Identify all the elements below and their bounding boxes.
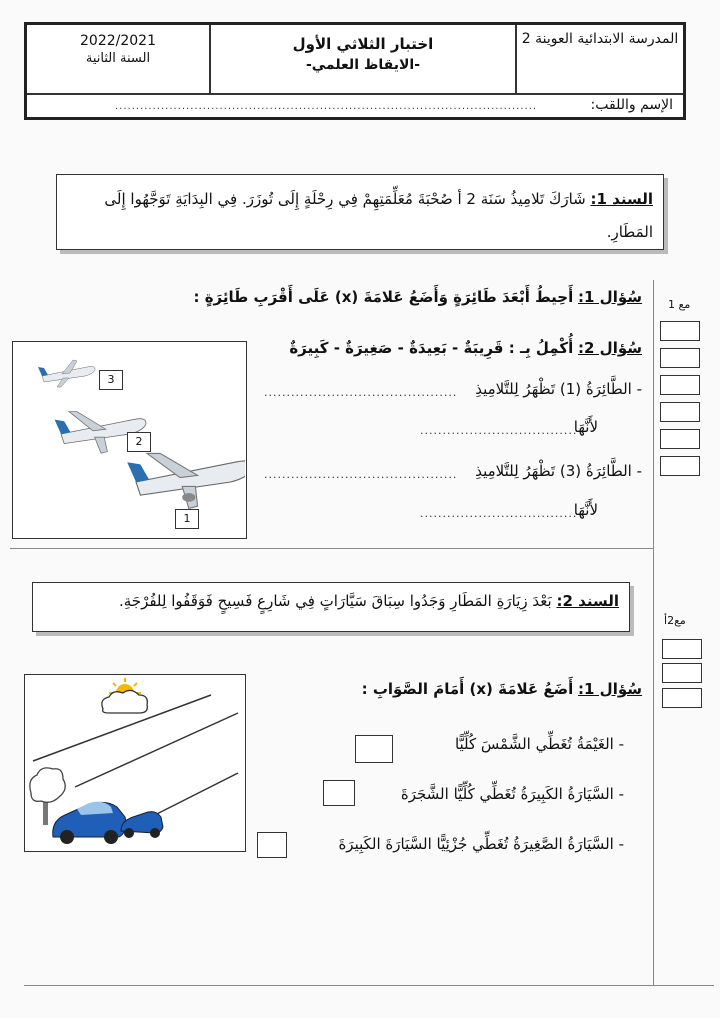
small-car-icon: [121, 812, 163, 838]
mark-box[interactable]: [660, 456, 700, 476]
s1-question-1: [42, 288, 642, 306]
fill-line-1: - الطَّائِرَةُ (1) تَظْهَرُ لِلتَّلامِيذِ: [475, 380, 642, 398]
sanad-1-text: شَارَكَ تَلامِيذُ سَنَة 2 أ صُحْبَةَ مُعَلِّمَتِهِمْ فِي رِحْلَةٍ إِلَى تُوزَرَ. فِي البِدَايَةِ تَوَجَّهُوا إِلَى المَطَارِ.: [104, 190, 653, 241]
statement-3: - السَّيَارَةُ الصَّغِيرَةُ تُغَطِّي جُزْئِيًّا السَّيَارَةَ الكَبِيرَةَ: [338, 835, 624, 853]
answer-checkbox-1[interactable]: [355, 735, 393, 763]
s2-q1-label: سُؤال 1:: [578, 680, 642, 698]
sanad-1-label: السند 1:: [590, 190, 653, 208]
section-1-margin-label: مع 1: [668, 298, 691, 311]
exam-header: [24, 22, 686, 120]
fill-blank-2[interactable]: ...................................: [420, 424, 578, 437]
title-cell: [209, 25, 515, 93]
race-illustration: [25, 675, 244, 850]
fill-line-2: - الطَّائِرَةُ (3) تَظْهَرُ لِلتَّلامِيذِ: [475, 462, 642, 480]
sanad-1-box: [56, 174, 664, 250]
plane-tag-1: 1: [175, 509, 199, 529]
name-field[interactable]: .....................................................................................................: [115, 101, 538, 112]
plane-small-icon: [38, 360, 95, 387]
s2-q1-text: أَضَعُ عَلامَةَ (x) أَمَامَ الصَّوَابِ :: [361, 680, 574, 698]
sanad-2-text: بَعْدَ زِيَارَةِ المَطَارِ وَجَدُوا سِبَاقَ سَيَّارَاتٍ فِي شَارِعٍ فَسِيحٍ فَوَقَفُوا لِلفُرْجَةِ.: [118, 592, 552, 610]
s1-q1-label: سُؤال 1:: [578, 288, 642, 306]
mark-box[interactable]: [662, 663, 702, 683]
subject: -الايقاظ العلمي-: [305, 57, 421, 73]
section-2-margin-label: مع2أ: [664, 614, 686, 627]
statement-2: - السَّيَارَةُ الكَبِيرَةُ تُغَطِّي كُلِّيًّا الشَّجَرَةَ: [400, 785, 624, 803]
answer-checkbox-3[interactable]: [257, 832, 287, 858]
mark-box[interactable]: [662, 688, 702, 708]
mark-box[interactable]: [660, 375, 700, 395]
sanad-2-box: [32, 582, 630, 632]
margin-line: [653, 280, 654, 986]
because-1: لأَنَّهَا: [573, 418, 598, 436]
answer-checkbox-2[interactable]: [323, 780, 355, 806]
fill-blank-4[interactable]: ...................................: [420, 507, 578, 520]
s2-question-1: [242, 680, 642, 698]
name-label: الإسم واللقب:: [590, 97, 673, 113]
s1-q1-text: أَحِيطُ أَبْعَدَ طَائِرَةٍ وَأَضَعُ عَلامَةَ (x) عَلَى أَقْرَبِ طَائِرَةٍ :: [193, 288, 574, 306]
exam-title: اختبار الثلاثي الأول: [292, 35, 434, 53]
plane-large-icon: [127, 453, 245, 508]
school-cell: [515, 25, 683, 93]
statement-1: - الغَيْمَةُ تُغَطِّي الشَّمْسَ كُلِّيًّا: [454, 735, 624, 753]
sanad-2-label: السند 2:: [556, 592, 619, 610]
mark-box[interactable]: [660, 429, 700, 449]
mark-box[interactable]: [660, 402, 700, 422]
header-divider: [27, 93, 683, 95]
mark-box[interactable]: [660, 348, 700, 368]
class-level: السنة الثانية: [85, 51, 151, 66]
fill-blank-1[interactable]: ...........................................: [264, 386, 458, 399]
s1-question-2: [242, 339, 642, 357]
tree-icon: [30, 768, 65, 825]
s1-q2-label: سُؤال 2:: [578, 339, 642, 357]
planes-picture: [12, 341, 247, 539]
plane-tag-2: 2: [127, 432, 151, 452]
because-2: لأَنَّهَا: [573, 501, 598, 519]
section-divider: [10, 548, 653, 549]
school-year: 2022/2021: [80, 33, 156, 49]
race-picture: [24, 674, 246, 852]
mark-box[interactable]: [662, 639, 702, 659]
school-name: المدرسة الابتدائية العوينة 2: [521, 31, 679, 47]
year-cell: [27, 25, 209, 93]
fill-blank-3[interactable]: ...........................................: [264, 468, 458, 481]
s1-q2-text: أُكْمِلُ بِـ : قَرِيبَةٌ - بَعِيدَةٌ - صَغِيرَةٌ - كَبِيرَةٌ: [289, 339, 574, 357]
plane-tag-3: 3: [99, 370, 123, 390]
big-car-icon: [53, 802, 126, 844]
bottom-rule: [24, 985, 714, 986]
mark-box[interactable]: [660, 321, 700, 341]
